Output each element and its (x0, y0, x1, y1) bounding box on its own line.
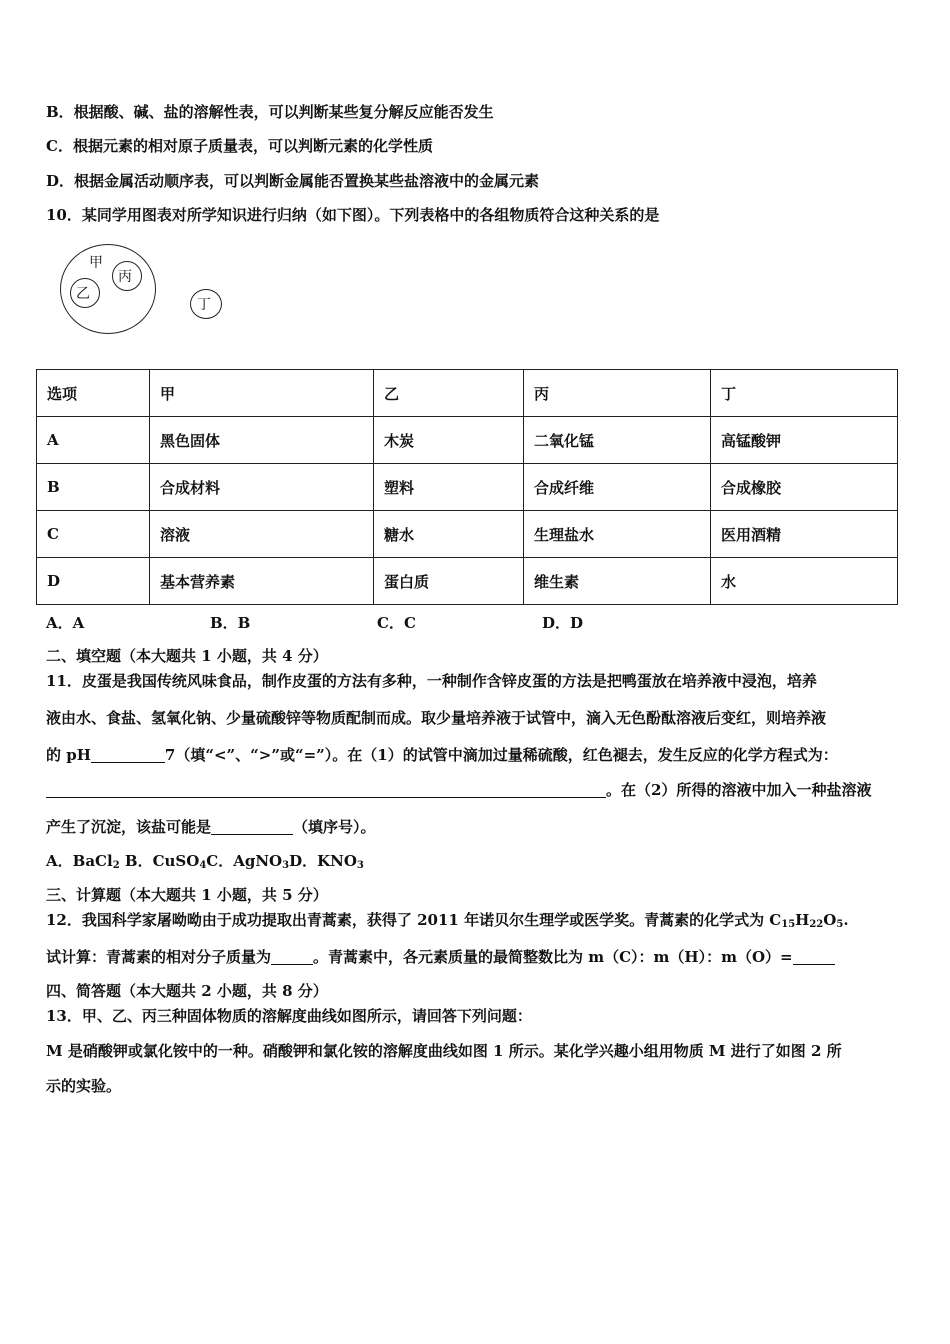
answer-option-d: D．D (542, 614, 584, 632)
table-cell: 基本营养素 (150, 558, 374, 605)
table-cell: 蛋白质 (374, 558, 524, 605)
table-cell: D (37, 558, 150, 605)
table-cell: 高锰酸钾 (711, 417, 898, 464)
section-4-heading: 四、简答题（本大题共 2 小题，共 8 分） (46, 982, 328, 1000)
question-12-line-1: 12．我国科学家屠呦呦由于成功提取出青蒿素，获得了 2011 年诺贝尔生理学或医学奖。青蒿素的化学式为 $C_{15}H_{22}O_5$. (46, 911, 849, 930)
question-13-line-1: 13．甲、乙、丙三种固体物质的溶解度曲线如图所示，请回答下列问题： (46, 1007, 532, 1025)
table-header-cell: 甲 (150, 370, 374, 417)
question-11-line-1: 11．皮蛋是我国传统风味食品，制作皮蛋的方法有多种，一种制作含锌皮蛋的方法是把鸭蛋放在培养液中浸泡，培养 (46, 672, 817, 690)
section-3-heading: 三、计算题（本大题共 1 小题，共 5 分） (46, 886, 328, 904)
option-b-line: B．根据酸、碱、盐的溶解性表，可以判断某些复分解反应能否发生 (46, 103, 494, 121)
question-11-options (46, 851, 364, 876)
section-2-heading: 二、填空题（本大题共 1 小题，共 4 分） (46, 647, 328, 665)
table-header-cell: 丙 (524, 370, 711, 417)
table-cell: 维生素 (524, 558, 711, 605)
option-d-kno3: D．$KNO_3$ (289, 852, 364, 871)
table-cell: A (37, 417, 150, 464)
option-a-bacl2: A．BaCl$_2$ (46, 852, 120, 871)
label-bing: 丙 (118, 269, 132, 285)
question-13-line-2: M 是硝酸钾或氯化铵中的一种。硝酸钾和氯化铵的溶解度曲线如图 1 所示。某化学兴趣小组用物质 M 进行了如图 2 所 (46, 1042, 842, 1060)
table-cell: 二氧化锰 (524, 417, 711, 464)
table-cell: 合成橡胶 (711, 464, 898, 511)
label-jia: 甲 (89, 255, 103, 271)
option-c-agno3: C．AgNO$_3$ (206, 852, 290, 871)
answer-option-a: A．A (46, 614, 85, 632)
question-11-line-5 (46, 817, 376, 837)
table-cell: 合成材料 (150, 464, 374, 511)
option-b-cuso4: B．CuSO$_4$ (124, 852, 207, 871)
option-c-line: C．根据元素的相对原子质量表，可以判断元素的化学性质 (46, 137, 433, 155)
table-cell: 水 (711, 558, 898, 605)
q12-text: 12．我国科学家屠呦呦由于成功提取出青蒿素，获得了 2011 年诺贝尔生理学或医学奖。青蒿素的化学式为 C (46, 911, 782, 929)
ratio-blank[interactable] (793, 948, 835, 965)
salt-blank[interactable] (211, 818, 293, 835)
label-ding: 丁 (197, 297, 211, 313)
table-cell: C (37, 511, 150, 558)
question-10: 10．某同学用图表对所学知识进行归纳（如下图）。下列表格中的各组物质符合这种关系的是 (46, 206, 660, 224)
table-row (37, 511, 898, 558)
table-cell: 木炭 (374, 417, 524, 464)
table-cell: 溶液 (150, 511, 374, 558)
question-12-line-2 (46, 947, 835, 967)
answer-option-c: C．C (377, 614, 416, 632)
salt-question: 产生了沉淀，该盐可能是 (46, 818, 212, 836)
table-cell: 塑料 (374, 464, 524, 511)
table-cell: 黑色固体 (150, 417, 374, 464)
question-13-line-3: 示的实验。 (46, 1077, 122, 1095)
ph-prompt: 7（填“<”、“>”或“=”）。在（1）的试管中滴加过量稀硫酸，红色褪去，发生反应的化学方程式为： (164, 746, 838, 764)
table-row (37, 417, 898, 464)
table-cell: 糖水 (374, 511, 524, 558)
venn-diagram (56, 244, 236, 340)
table-header-cell: 乙 (374, 370, 524, 417)
equation-blank[interactable] (46, 781, 606, 798)
table-cell: 医用酒精 (711, 511, 898, 558)
mass-blank[interactable] (271, 948, 313, 965)
table-cell: 合成纤维 (524, 464, 711, 511)
answer-option-b: B．B (210, 614, 251, 632)
option-d-line: D．根据金属活动顺序表，可以判断金属能否置换某些盐溶液中的金属元素 (46, 172, 540, 190)
table-cell: 生理盐水 (524, 511, 711, 558)
table-row (37, 464, 898, 511)
question-11-line-4 (46, 780, 871, 800)
label-yi: 乙 (76, 286, 90, 302)
question-11-line-2: 液由水、食盐、氢氧化钠、少量硫酸锌等物质配制而成。取少量培养液于试管中，滴入无色酚酞溶液后变红，则培养液 (46, 709, 827, 727)
table-cell: B (37, 464, 150, 511)
salt-prompt: 。在（2）所得的溶液中加入一种盐溶液 (606, 781, 872, 799)
table-row (37, 558, 898, 605)
ph-blank[interactable] (91, 746, 165, 763)
fill-number-hint: （填序号）。 (293, 818, 376, 836)
table-header-row (37, 370, 898, 417)
options-table (36, 369, 898, 605)
table-header-cell: 丁 (711, 370, 898, 417)
ph-label: 的 pH (46, 746, 91, 764)
mass-question: 试计算：青蒿素的相对分子质量为 (46, 948, 272, 966)
table-header-cell: 选项 (37, 370, 150, 417)
question-11-line-3 (46, 745, 838, 765)
ratio-question: 。青蒿素中，各元素质量的最简整数比为 m（C）：m（H）：m（O）= (313, 948, 793, 966)
